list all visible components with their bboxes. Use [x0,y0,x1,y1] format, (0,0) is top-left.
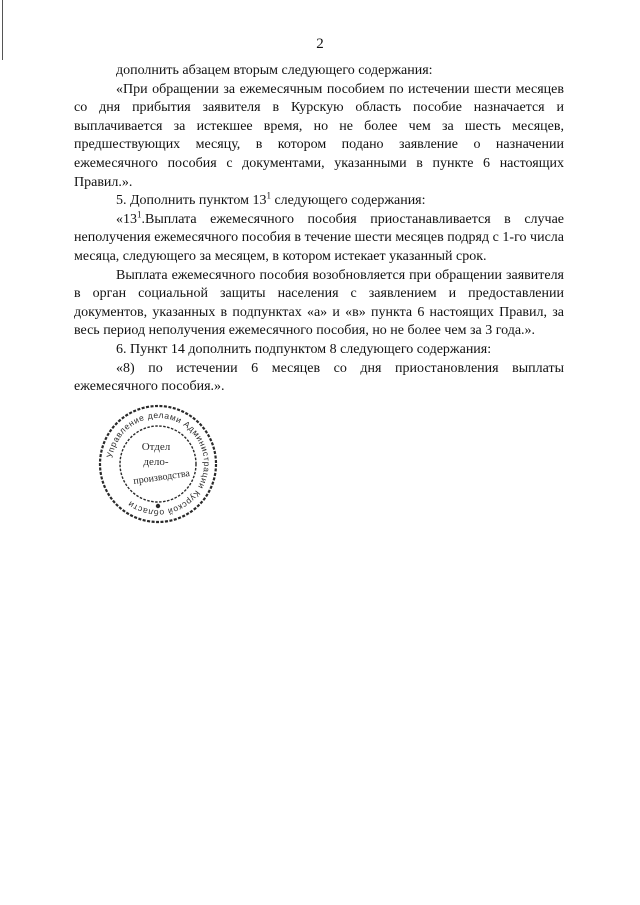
stamp-center-line-1: Отдел [141,441,171,453]
item-13-superscript: 1 [137,209,142,220]
item-13-text: «13 [116,211,137,227]
document-body [74,62,564,397]
item-5-text-tail: следующего содержания: [270,193,426,209]
paragraph-subitem-8: «8) по истечении 6 месяцев со дня приостановления выплаты ежемесячного пособия.». [74,360,564,395]
item-5-superscript: 1 [266,190,271,201]
item-5-text: 5. Дополнить пунктом 13 [116,193,267,209]
paragraph-resumption: Выплата ежемесячного пособия возобновляется при обращении заявителя в орган социальной защиты населения с заявлением и предоставлении документов, указанных в подпунктах «а» и «в» пункта 6 настоящих Правил, за весь период неполучения ежемесячного пособия, но не более чем за 3 года.». [74,267,564,339]
stamp-ring-textpath: Управление делами Администрации Курской области [104,409,213,519]
paragraph-item-13-1 [74,211,564,267]
paragraph-intro: дополнить абзацем вторым следующего содержания: [116,63,433,78]
paragraph-item-5 [74,192,564,211]
official-stamp [96,402,220,526]
paragraph-quote-benefit: «При обращении за ежемесячным пособием по истечении шести месяцев со дня прибытия заявителя в Курскую область пособие назначается и выплачивается за истекшее время, но не более чем за шесть месяцев, предшествующих месяцу, в котором подано заявление о назначении ежемесячного пособия с документами, указанными в пункте 6 настоящих Правил.». [74,81,564,190]
stamp-center-line-2: дело- [143,456,169,468]
stamp-center-line-3: производства [132,468,191,487]
stamp-dot [156,504,160,508]
item-13-text-tail: .Выплата ежемесячного пособия приостанавливается в случае неполучения ежемесячного пособия в течение шести месяцев подряд с 1-го числа месяца, следующего за месяцем, в котором истекает указанный срок. [74,211,564,264]
page-number: 2 [316,36,324,52]
paragraph-item-6: 6. Пункт 14 дополнить подпунктом 8 следующего содержания: [116,341,492,357]
